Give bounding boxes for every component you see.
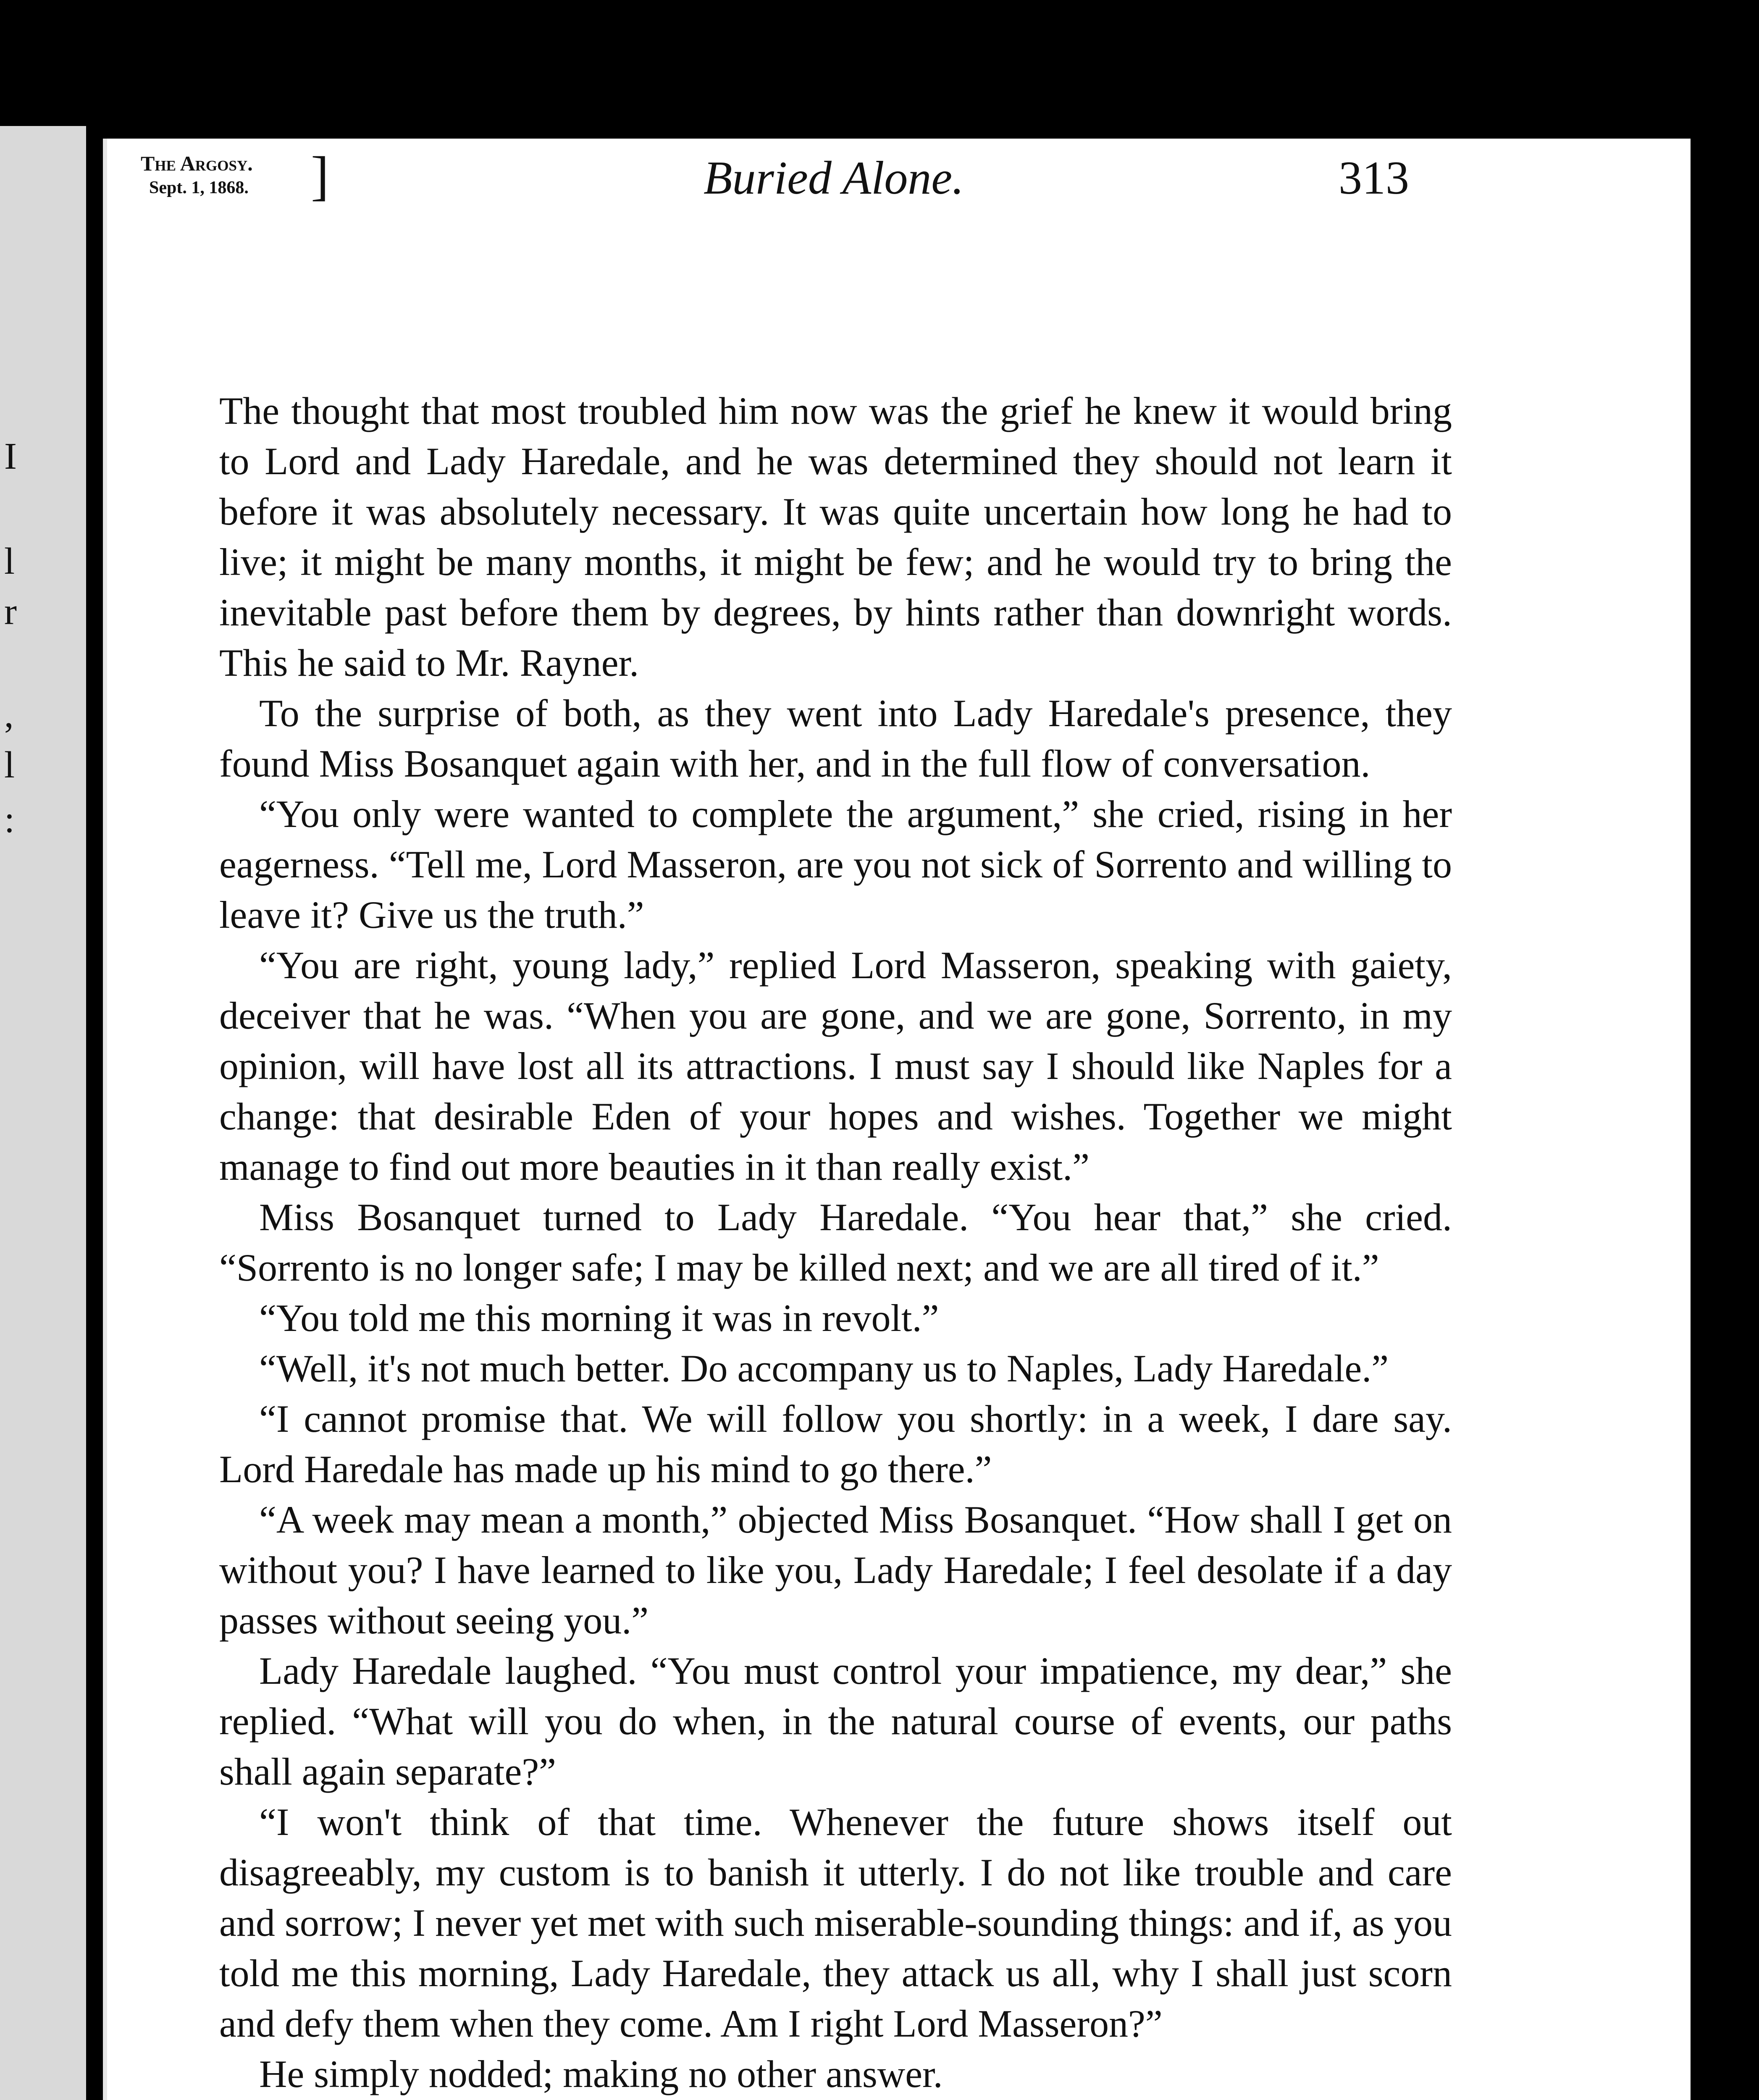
paragraph: “I won't think of that time. Whenever the future shows itself out disagreeably, my custom is to banish it utterly. I do not like trouble and care and sorrow; I never yet met with such miserable-sounding things: and if, as you told me this morning, Lady Haredale, they attack us all, why I shall just scorn and defy them when they come. Am I right Lord Masseron?” [219, 1801, 1452, 2045]
paragraph: “You only were wanted to complete the argument,” she cried, rising in her eagerness. “Tell me, Lord Masseron, are you not sick of Sorrento and willing to leave it? Give us the truth.” [219, 793, 1452, 936]
paragraph: “You are right, young lady,” replied Lord Masseron, speaking with gaiety, deceiver that he was. “When you are gone, and we are gone, Sorrento, in my opinion, will have lost all its attractions. I must say I should like Naples for a change: that desirable Eden of your hopes and wishes. Together we might manage to find out more beauties in it than really exist.” [219, 944, 1452, 1188]
left-page-edge [0, 126, 86, 2100]
running-head [141, 146, 329, 206]
paragraph: The thought that most troubled him now was the grief he knew it would bring to Lord and Lady Haredale, and he was determined they should not learn it before it was absolutely necessary. It was quite uncertain how long he had to live; it might be many months, it might be few; and he would try to bring the inevitable past before them by degrees, by hints rather than downright words. This he said to Mr. Rayner. [219, 389, 1452, 684]
page-number: 313 [1339, 152, 1409, 204]
chapter-title: Buried Alone. [704, 152, 964, 204]
edge-fragment: l [4, 744, 15, 786]
edge-fragment: r [4, 591, 17, 633]
running-head-bracket: ] [311, 146, 329, 206]
paragraph: “A week may mean a month,” objected Miss Bosanquet. “How shall I get on without you? I have learned to like you, Lady Haredale; I feel desolate if a day passes without seeing you.” [219, 1498, 1452, 1642]
edge-fragment: , [4, 694, 14, 735]
paragraph: “I cannot promise that. We will follow you shortly: in a week, I dare say. Lord Haredale has made up his mind to go there.” [219, 1397, 1452, 1491]
body-text [219, 386, 1452, 2100]
running-head-publication: The Argosy. [141, 152, 253, 175]
paragraph: Lady Haredale laughed. “You must control your impatience, my dear,” she replied. “What will you do when, in the natural course of events, our paths shall again separate?” [219, 1649, 1452, 1793]
edge-fragment: l [4, 541, 15, 582]
paragraph: “Well, it's not much better. Do accompany us to Naples, Lady Haredale.” [259, 1347, 1389, 1390]
paragraph: He simply nodded; making no other answer. [259, 2053, 943, 2095]
paragraph: To the surprise of both, as they went into Lady Haredale's presence, they found Miss Bosanquet again with her, and in the full flow of conversation. [219, 692, 1452, 785]
running-head-date: Sept. 1, 1868. [149, 178, 249, 197]
edge-fragment: : [4, 799, 15, 840]
paragraph: Miss Bosanquet turned to Lady Haredale. “You hear that,” she cried. “Sorrento is no longer safe; I may be killed next; and we are all tired of it.” [219, 1196, 1452, 1289]
edge-fragment: I [4, 436, 17, 477]
page-header [141, 134, 1409, 218]
paragraph: “You told me this morning it was in revolt.” [259, 1297, 939, 1339]
